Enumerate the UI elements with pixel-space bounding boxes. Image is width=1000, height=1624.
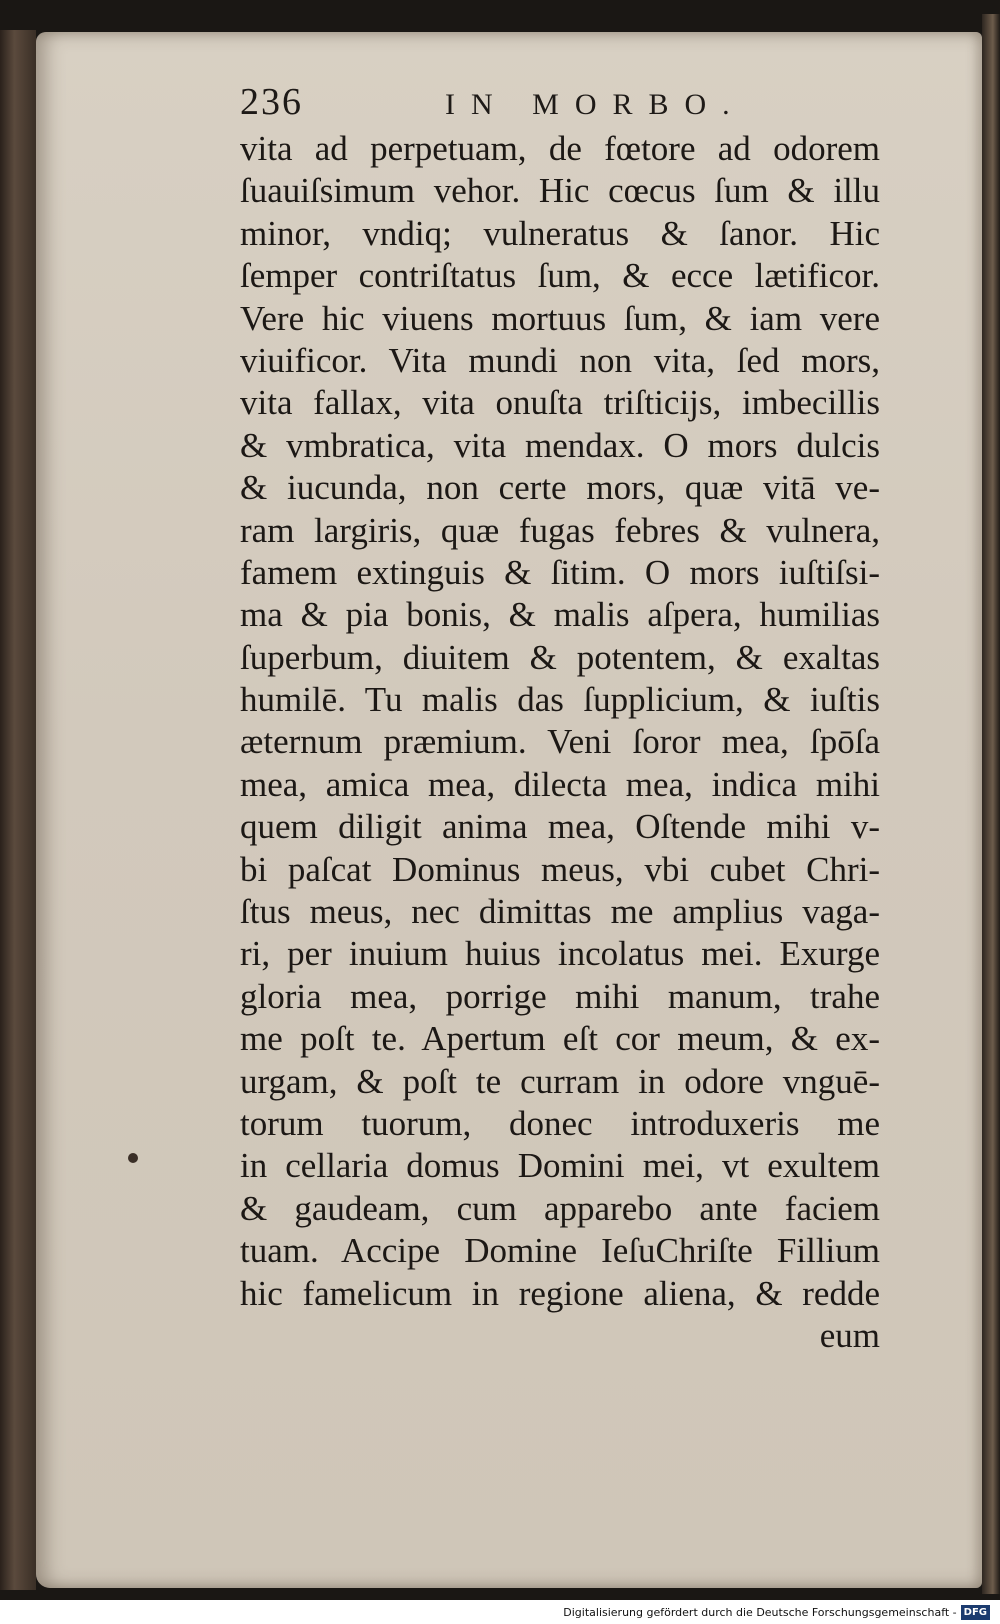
text-line: urgam, & poſt te curram in odore vnguē- <box>240 1061 880 1101</box>
paper-stain <box>128 1153 138 1163</box>
text-line: ſemper contriſtatus ſum, & ecce lætificor. <box>240 256 880 296</box>
text-line: ram largiris, quæ fugas febres & vulnera, <box>240 510 880 550</box>
text-line: in cellaria domus Domini mei, vt exultem <box>240 1146 880 1186</box>
text-line: minor, vndiq; vulneratus & ſanor. Hic <box>240 213 880 253</box>
text-line: eum <box>819 1315 880 1355</box>
text-line: ſuperbum, diuitem & potentem, & exaltas <box>240 637 880 677</box>
book-fore-edge <box>982 14 1000 1594</box>
text-line: torum tuorum, donec introduxeris me <box>240 1103 880 1143</box>
text-line: vita fallax, vita onuſta triſticijs, imbecillis <box>240 383 880 423</box>
text-line: quem diligit anima mea, Oſtende mihi v- <box>240 807 880 847</box>
text-line: vita ad perpetuam, de fœtore ad odorem <box>240 129 880 168</box>
text-line: & iucunda, non certe mors, quæ vitā ve- <box>240 468 880 508</box>
text-line: hic famelicum in regione aliena, & redde <box>240 1273 880 1313</box>
text-line: Vere hic viuens mortuus ſum, & iam vere <box>240 298 880 338</box>
text-line: gloria mea, porrige mihi manum, trahe <box>240 976 880 1016</box>
text-line: humilē. Tu malis das ſupplicium, & iuſtis <box>240 680 880 720</box>
text-line: mea, amica mea, dilecta mea, indica mihi <box>240 764 880 804</box>
text-line: ſuauiſsimum vehor. Hic cœcus ſum & illu <box>240 171 880 211</box>
text-line: ri, per inuium huius incolatus mei. Exurge <box>240 934 880 974</box>
text-line: me poſt te. Apertum eſt cor meum, & ex- <box>240 1019 880 1059</box>
credit-text: Digitalisierung gefördert durch die Deutsche Forschungsgemeinschaft - <box>563 1605 957 1619</box>
page-body-text <box>240 128 880 1357</box>
text-line: viuificor. Vita mundi non vita, ſed mors, <box>240 340 880 380</box>
text-line: bi paſcat Dominus meus, vbi cubet Chri- <box>240 849 880 889</box>
text-line: & vmbratica, vita mendax. O mors dulcis <box>240 425 880 465</box>
page-number: 236 <box>240 81 303 123</box>
text-line: tuam. Accipe Domine IeſuChriſte Fillium <box>240 1231 880 1271</box>
dfg-logo: DFG <box>961 1605 990 1620</box>
book-spine-edge <box>0 30 36 1590</box>
text-line: famem extinguis & ſitim. O mors iuſtiſsi- <box>240 552 880 592</box>
text-line: ſtus meus, nec dimittas me amplius vaga- <box>240 892 880 932</box>
digitization-credit <box>563 1603 990 1621</box>
text-line: ma & pia bonis, & malis aſpera, humilias <box>240 595 880 635</box>
text-line: æternum præmium. Veni ſoror mea, ſpōſa <box>240 722 880 762</box>
text-line: & gaudeam, cum apparebo ante faciem <box>240 1188 880 1228</box>
running-head-title: IN MORBO. <box>445 88 746 121</box>
running-head <box>240 80 880 130</box>
